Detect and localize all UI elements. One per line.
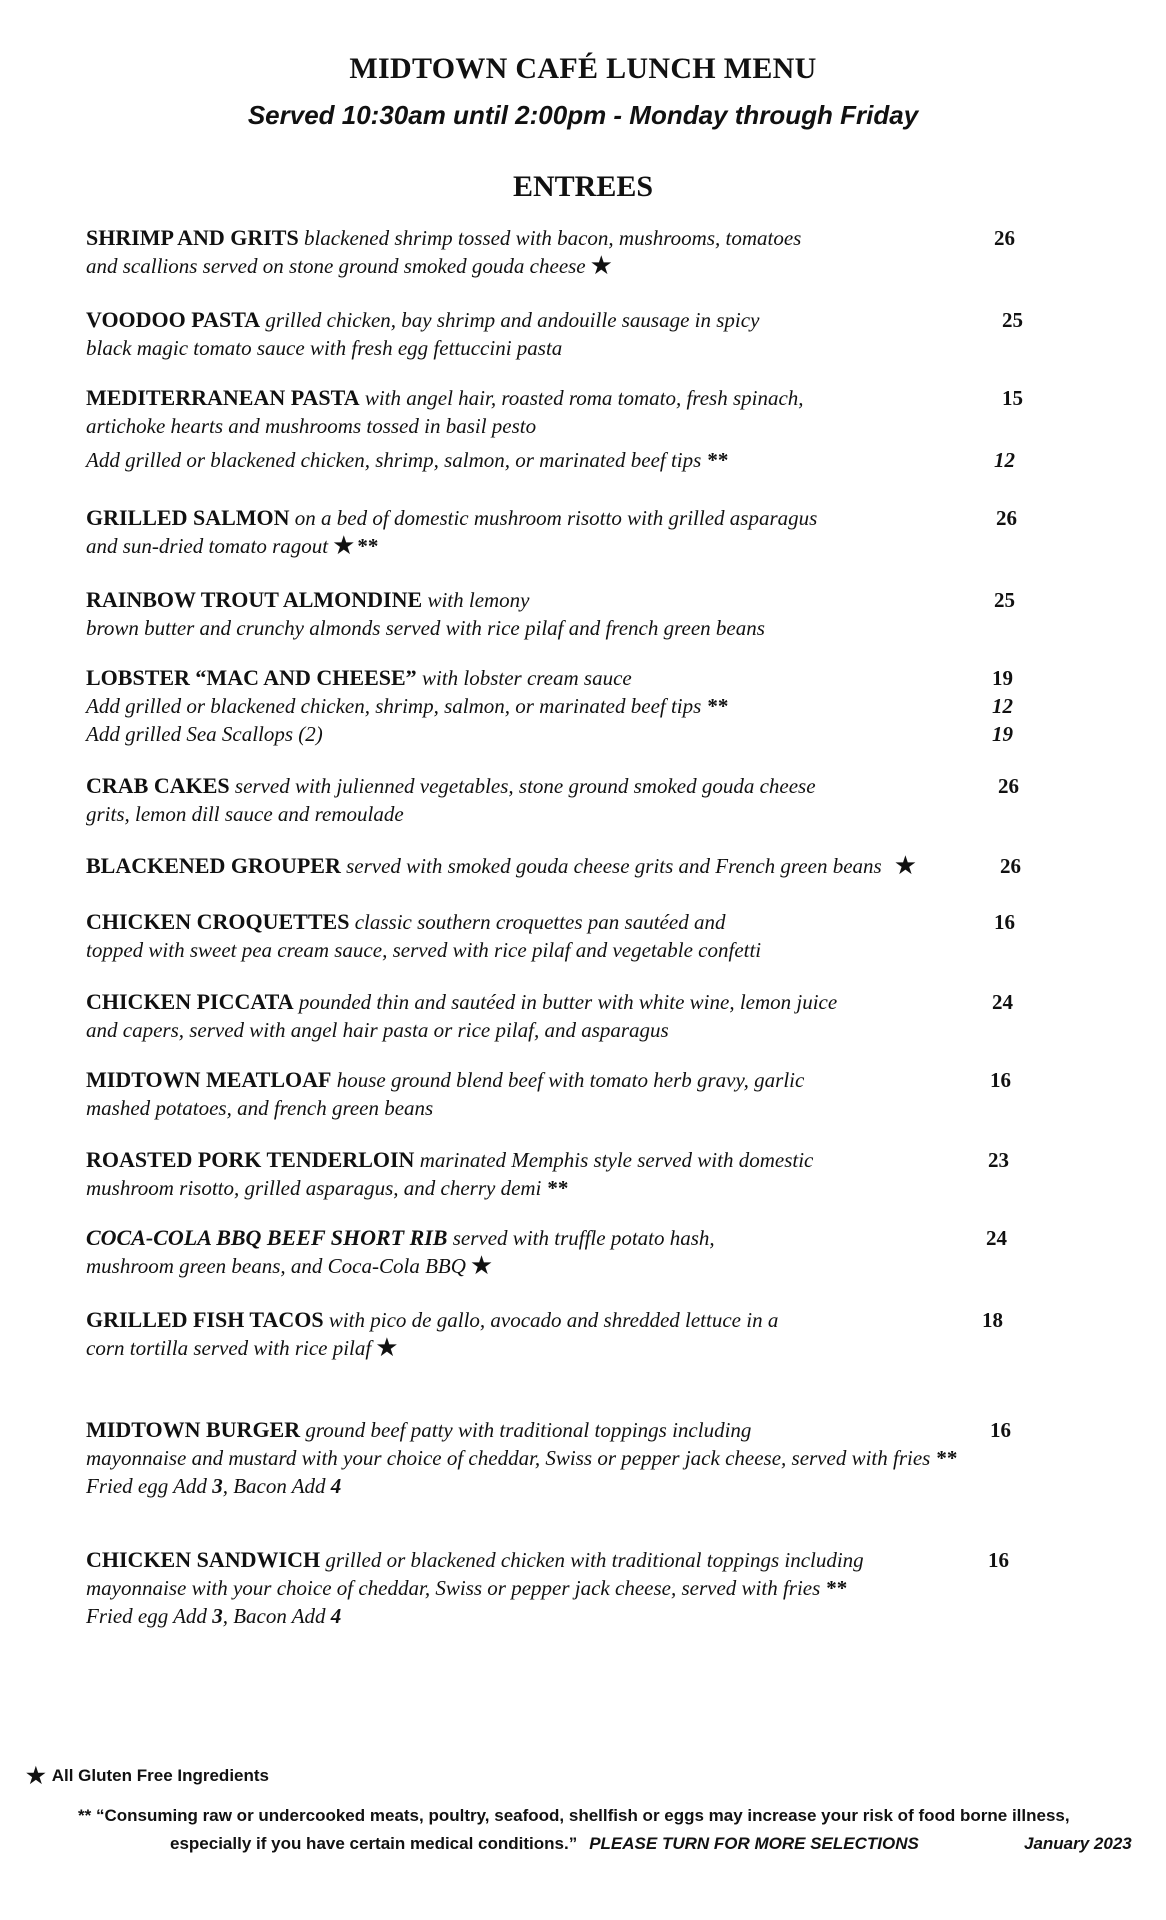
food-safety-disclaimer: ** “Consuming raw or undercooked meats, poultry, seafood, shellfish or eggs may increase your risk of food borne illness, (78, 1806, 1070, 1825)
item-addon: Add grilled or blackened chicken, shrimp, salmon, or marinated beef tips (86, 448, 702, 472)
item-price: 23 (988, 1148, 1009, 1172)
item-name: GRILLED FISH TACOS (86, 1307, 324, 1332)
item-description: with lobster cream sauce (421, 666, 632, 690)
addon-price: 19 (992, 722, 1013, 746)
item-description: mushroom green beans, and Coca-Cola BBQ (86, 1254, 466, 1278)
raw-warning-mark: ** (707, 694, 729, 718)
item-price: 15 (1002, 386, 1023, 410)
item-description: with lemony (427, 588, 530, 612)
gluten-free-star-icon: ★ (469, 1251, 494, 1280)
item-name: BLACKENED GROUPER (86, 853, 341, 878)
item-name: CRAB CAKES (86, 773, 230, 798)
menu-item-roasted-pork-tenderloin (86, 1146, 1046, 1202)
item-description: with pico de gallo, avocado and shredded lettuce in a (328, 1308, 779, 1332)
item-description: classic southern croquettes pan sautéed and (354, 910, 726, 934)
item-description: with angel hair, roasted roma tomato, fresh spinach, (364, 386, 804, 410)
extra-bacon-label: , Bacon Add (222, 1604, 326, 1628)
item-name: ROASTED PORK TENDERLOIN (86, 1147, 415, 1172)
item-name: LOBSTER “MAC AND CHEESE” (86, 665, 417, 690)
extra-bacon-price: 4 (330, 1474, 342, 1498)
raw-warning-mark: ** (707, 448, 729, 472)
item-description: corn tortilla served with rice pilaf (86, 1336, 372, 1360)
gluten-free-star-icon: ★ (332, 531, 356, 560)
menu-item-blackened-grouper (86, 852, 1046, 880)
item-description: black magic tomato sauce with fresh egg fettuccini pasta (86, 336, 563, 360)
raw-warning-mark: ** (357, 534, 379, 558)
item-price: 25 (994, 588, 1015, 612)
extra-egg-price: 3 (212, 1604, 223, 1628)
item-description: house ground blend beef with tomato herb gravy, garlic (336, 1068, 805, 1092)
menu-item-chicken-croquettes (86, 908, 1046, 964)
item-price: 16 (994, 910, 1015, 934)
extra-bacon-label: , Bacon Add (222, 1474, 326, 1498)
section-heading-entrees: ENTREES (512, 170, 654, 203)
menu-item-chicken-sandwich (86, 1546, 1046, 1630)
item-name: SHRIMP AND GRITS (86, 225, 299, 250)
menu-item-lobster-mac-and-cheese (86, 664, 1046, 748)
gluten-free-star-icon: ★ (375, 1333, 399, 1362)
extra-egg-price: 3 (212, 1474, 223, 1498)
item-description: and capers, served with angel hair pasta or rice pilaf, and asparagus (86, 1018, 669, 1042)
extra-egg-label: Fried egg Add (86, 1604, 207, 1628)
menu-item-grilled-fish-tacos (86, 1306, 1046, 1362)
item-name: MIDTOWN BURGER (86, 1417, 301, 1442)
item-name: VOODOO PASTA (86, 307, 261, 332)
item-description: mayonnaise and mustard with your choice of cheddar, Swiss or pepper jack cheese, served with fries (86, 1446, 931, 1470)
item-description: mayonnaise with your choice of cheddar, Swiss or pepper jack cheese, served with fries (86, 1576, 821, 1600)
item-price: 26 (998, 774, 1019, 798)
extra-bacon-price: 4 (330, 1604, 342, 1628)
item-description: blackened shrimp tossed with bacon, mushrooms, tomatoes (303, 226, 802, 250)
addon-price: 12 (994, 448, 1015, 472)
menu-item-crab-cakes (86, 772, 1046, 828)
menu-item-voodoo-pasta (86, 306, 1046, 362)
item-description: and scallions served on stone ground smoked gouda cheese (86, 254, 586, 278)
extra-egg-label: Fried egg Add (86, 1474, 207, 1498)
gluten-free-star-icon: ★ (26, 1763, 46, 1788)
disclaimer-line2: especially if you have certain medical conditions.” (170, 1834, 578, 1853)
item-price: 16 (990, 1068, 1011, 1092)
item-description: artichoke hearts and mushrooms tossed in basil pesto (86, 414, 537, 438)
item-price: 26 (996, 506, 1017, 530)
gluten-free-label: All Gluten Free Ingredients (51, 1766, 269, 1785)
item-description: and sun-dried tomato ragout (86, 534, 329, 558)
serving-hours: Served 10:30am until 2:00pm - Monday through Friday (247, 100, 919, 130)
item-description: topped with sweet pea cream sauce, served with rice pilaf and vegetable confetti (86, 938, 762, 962)
item-name: COCA-COLA BBQ BEEF SHORT RIB (86, 1225, 448, 1250)
raw-warning-mark: ** (547, 1176, 569, 1200)
item-description: served with julienned vegetables, stone ground smoked gouda cheese (234, 774, 816, 798)
item-description: grilled or blackened chicken with traditional toppings including (325, 1548, 864, 1572)
item-price: 25 (1002, 308, 1023, 332)
raw-warning-mark: ** (936, 1446, 958, 1470)
item-price: 16 (990, 1418, 1011, 1442)
item-name: RAINBOW TROUT ALMONDINE (86, 587, 423, 612)
menu-item-coca-cola-short-rib (86, 1224, 1046, 1280)
item-description: grilled chicken, bay shrimp and andouille sausage in spicy (265, 308, 760, 332)
page-title: MIDTOWN CAFÉ LUNCH MENU (349, 52, 817, 85)
item-price: 16 (988, 1548, 1009, 1572)
item-price: 24 (992, 990, 1013, 1014)
menu-item-shrimp-and-grits (86, 224, 1046, 280)
addon-price: 12 (992, 694, 1013, 718)
item-name: CHICKEN SANDWICH (86, 1547, 321, 1572)
item-addon: Add grilled Sea Scallops (2) (86, 722, 323, 746)
item-description: served with smoked gouda cheese grits and French green beans (346, 854, 882, 878)
food-safety-disclaimer-continued (170, 1834, 919, 1854)
item-description: pounded thin and sautéed in butter with white wine, lemon juice (298, 990, 838, 1014)
menu-item-rainbow-trout (86, 586, 1046, 642)
item-description: mushroom risotto, grilled asparagus, and cherry demi (86, 1176, 542, 1200)
item-description: served with truffle potato hash, (452, 1226, 715, 1250)
item-name: CHICKEN CROQUETTES (86, 909, 350, 934)
menu-item-midtown-burger (86, 1416, 1046, 1500)
menu-item-chicken-piccata (86, 988, 1046, 1044)
menu-item-grilled-salmon (86, 504, 1046, 560)
item-description: mashed potatoes, and french green beans (86, 1096, 434, 1120)
menu-item-midtown-meatloaf (86, 1066, 1046, 1122)
menu-date: January 2023 (1024, 1834, 1132, 1853)
gluten-free-star-icon: ★ (893, 851, 917, 880)
item-name: CHICKEN PICCATA (86, 989, 294, 1014)
item-description: ground beef patty with traditional toppings including (305, 1418, 752, 1442)
item-price: 26 (994, 226, 1015, 250)
item-price: 18 (982, 1308, 1003, 1332)
item-description: marinated Memphis style served with domestic (419, 1148, 814, 1172)
item-price: 19 (992, 666, 1013, 690)
item-description: on a bed of domestic mushroom risotto with grilled asparagus (294, 506, 818, 530)
item-price: 24 (986, 1226, 1007, 1250)
item-description: brown butter and crunchy almonds served with rice pilaf and french green beans (86, 616, 765, 640)
item-description: grits, lemon dill sauce and remoulade (86, 802, 404, 826)
item-name: MIDTOWN MEATLOAF (86, 1067, 332, 1092)
item-price: 26 (1000, 854, 1021, 878)
item-name: MEDITERRANEAN PASTA (86, 385, 360, 410)
raw-warning-mark: ** (826, 1576, 848, 1600)
menu-item-mediterranean-pasta (86, 384, 1046, 474)
item-name: GRILLED SALMON (86, 505, 290, 530)
gluten-free-legend (26, 1763, 269, 1788)
item-addon: Add grilled or blackened chicken, shrimp, salmon, or marinated beef tips (86, 694, 702, 718)
turn-page-note: PLEASE TURN FOR MORE SELECTIONS (589, 1834, 919, 1853)
gluten-free-star-icon: ★ (589, 251, 613, 280)
